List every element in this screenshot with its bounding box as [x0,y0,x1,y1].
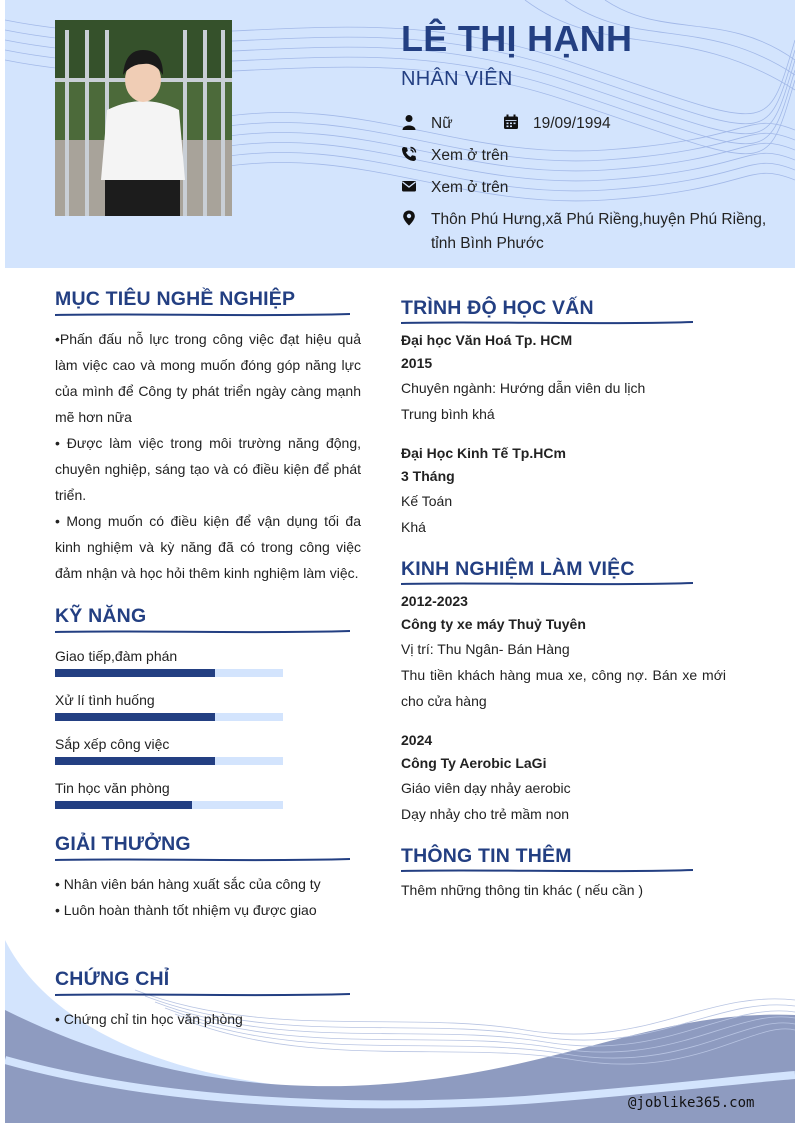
email-row [401,176,508,200]
envelope-icon [401,176,431,196]
address-row [401,208,776,256]
gender-row [401,112,611,136]
skill-label: Sắp xếp công việc [55,736,170,752]
education-time: 2015 [401,355,433,371]
phone-text: Xem ở trên [431,147,509,164]
email-text: Xem ở trên [431,179,509,196]
awards-underline [55,857,350,863]
calendar-icon [503,112,533,132]
experience-company: Công Ty Aerobic LaGi [401,755,547,771]
education-school: Đại Học Kinh Tế Tp.HCm [401,445,566,461]
skill-label: Tin học văn phòng [55,780,170,796]
skill-bar-fill [55,669,215,677]
map-pin-icon [401,208,431,228]
skill-bar [55,669,283,677]
education-title: TRÌNH ĐỘ HỌC VẤN [401,297,594,319]
experience-time: 2012-2023 [401,593,468,609]
address-text: Thôn Phú Hưng,xã Phú Riềng,huyện Phú Riềng, tỉnh Bình Phước [431,211,767,252]
certificates-title: CHỨNG CHỈ [55,968,170,990]
phone-row [401,144,508,168]
objective-underline [55,312,350,318]
skill-bar [55,757,283,765]
education-grade: Khá [401,519,426,535]
objective-title: MỤC TIÊU NGHỀ NGHIỆP [55,288,296,310]
education-school: Đại học Văn Hoá Tp. HCM [401,332,573,348]
experience-company: Công ty xe máy Thuỷ Tuyên [401,616,586,632]
education-major: Chuyên ngành: Hướng dẫn viên du lịch [401,380,646,396]
experience-desc: Thu tiền khách hàng mua xe, công nợ. Bán xe mới cho cửa hàng [401,667,726,709]
skill-label: Xử lí tình huống [55,692,155,708]
award-item: • Nhân viên bán hàng xuất sắc của công ty [55,876,321,892]
skill-bar [55,801,283,809]
experience-title: KINH NGHIỆM LÀM VIỆC [401,558,635,580]
experience-time: 2024 [401,732,433,748]
skill-label: Giao tiếp,đàm phán [55,648,178,664]
candidate-role: NHÂN VIÊN [401,68,513,90]
education-underline [401,320,693,326]
birthdate-text: 19/09/1994 [533,115,611,132]
extra-title: THÔNG TIN THÊM [401,845,572,867]
skills-underline [55,629,350,635]
certificates-underline [55,992,350,998]
skill-bar-fill [55,713,215,721]
experience-desc: Dạy nhảy cho trẻ mầm non [401,806,570,822]
header-band [5,0,795,268]
experience-underline [401,581,693,587]
gender-text: Nữ [431,115,453,132]
experience-position: Giáo viên dạy nhảy aerobic [401,780,571,796]
awards-title: GIẢI THƯỞNG [55,833,191,855]
skill-bar-fill [55,757,215,765]
extra-text: Thêm những thông tin khác ( nếu cần ) [401,882,644,898]
education-grade: Trung bình khá [401,406,495,422]
skill-bar [55,713,283,721]
watermark-text: @joblike365.com [628,1095,755,1111]
cv-page [5,0,795,1123]
award-item: • Luôn hoàn thành tốt nhiệm vụ được giao [55,902,317,918]
objective-p2: • Được làm việc trong môi trường năng động, chuyên nghiệp, sáng tạo và có điều kiện để phát triển. [55,435,361,503]
certificate-item: • Chứng chỉ tin học văn phòng [55,1011,243,1027]
candidate-name: LÊ THỊ HẠNH [401,18,633,59]
objective-p1: •Phấn đấu nỗ lực trong công việc đạt hiệu quả làm việc cao và mong muốn đóng góp năng lực của mình để Công ty phát triển ngày càng mạnh mẽ hơn nữa [55,331,361,425]
education-major: Kế Toán [401,493,453,509]
person-icon [401,112,431,132]
education-time: 3 Tháng [401,468,455,484]
skills-title: KỸ NĂNG [55,605,147,627]
experience-position: Vị trí: Thu Ngân- Bán Hàng [401,641,570,657]
skill-bar-fill [55,801,192,809]
objective-p3: • Mong muốn có điều kiện để vận dụng tối đa kinh nghiệm và kỳ năng đã có trong công việc đảm nhận và học hỏi thêm kinh nghiệm làm việc. [55,513,361,581]
phone-icon [401,144,431,164]
extra-underline [401,868,693,874]
profile-photo [55,20,232,216]
